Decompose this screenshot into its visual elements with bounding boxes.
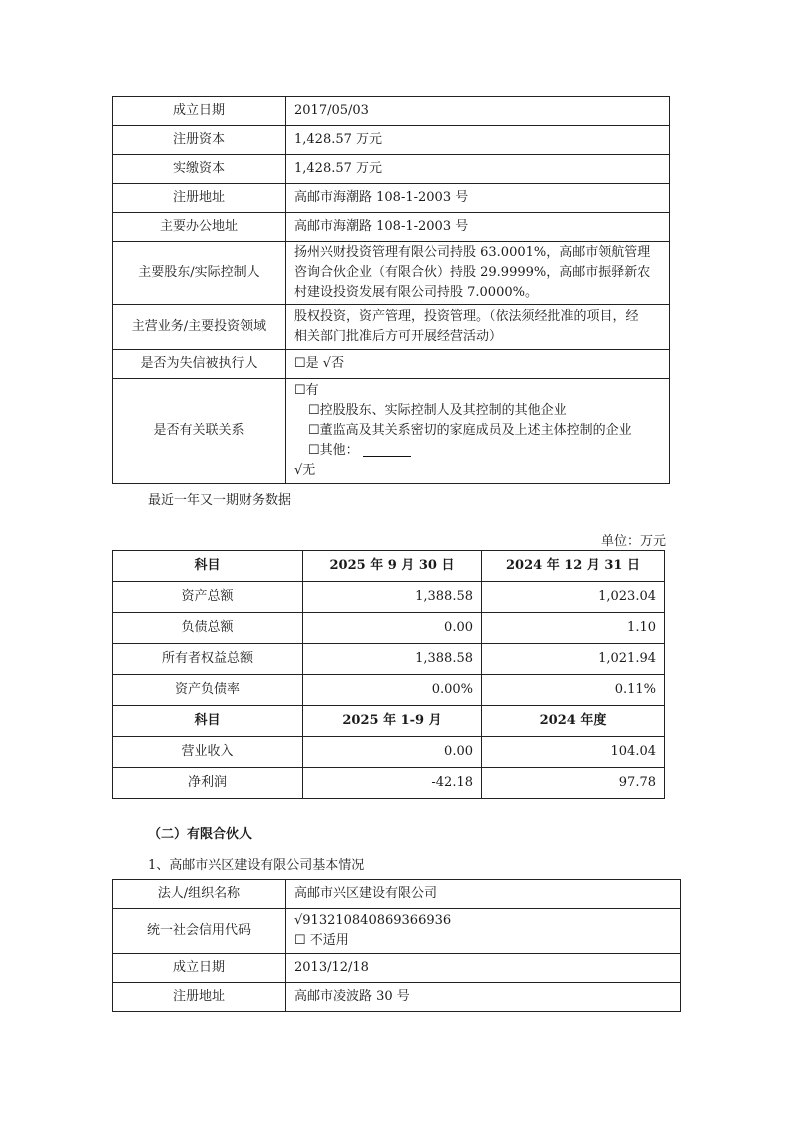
column-header: 2024 年 12 月 31 日 (482, 551, 665, 582)
org-name: 高邮市兴区建设有限公司 (286, 880, 681, 909)
credit-code-option[interactable]: √913210840869366936 (294, 913, 452, 928)
table-row (113, 737, 665, 768)
table-row (113, 379, 670, 484)
not-applicable-option[interactable]: ☐ 不适用 (294, 933, 349, 948)
row-label: 营业收入 (113, 737, 303, 768)
cell-value: 1,021.94 (482, 644, 665, 675)
table-header-row (113, 551, 665, 582)
row-label: 主要办公地址 (113, 213, 286, 242)
cell-value: 1,388.58 (303, 644, 482, 675)
section-heading: （二）有限合伙人 (148, 827, 253, 842)
table-row (113, 644, 665, 675)
table-row (113, 213, 670, 242)
text-line: 相关部门批准后方可开展经营活动） (294, 329, 503, 344)
shareholders-value (286, 242, 670, 305)
dishonest-checkbox-group[interactable]: ☐是 √否 (286, 350, 670, 379)
table-row (113, 350, 670, 379)
table-row (113, 305, 670, 350)
related-option-controlling[interactable]: ☐控股股东、实际控制人及其控制的其他企业 (308, 403, 567, 418)
cell-value: 104.04 (482, 737, 665, 768)
row-label: 主营业务/主要投资领域 (113, 305, 286, 350)
text-line: 股权投资，资产管理，投资管理。（依法须经批准的项目，经 (294, 309, 639, 324)
cell-value: 0.00 (303, 613, 482, 644)
registered-address: 高邮市凌波路 30 号 (286, 983, 681, 1012)
text-line: 扬州兴财投资管理有限公司持股 63.0001%，高邮市领航管理 (294, 245, 651, 260)
row-label: 注册资本 (113, 126, 286, 155)
table-row (113, 97, 670, 126)
founded-date: 2013/12/18 (286, 954, 681, 983)
column-header: 2025 年 1-9 月 (303, 706, 482, 737)
table-row (113, 768, 665, 799)
row-label: 实缴资本 (113, 155, 286, 184)
registered-address: 高邮市海潮路 108-1-2003 号 (286, 184, 670, 213)
cell-value: -42.18 (303, 768, 482, 799)
row-label: 成立日期 (113, 954, 286, 983)
row-label: 注册地址 (113, 184, 286, 213)
blank-underline (363, 444, 411, 457)
related-option-none[interactable]: √无 (294, 463, 316, 478)
cell-value: 1.10 (482, 613, 665, 644)
text-line: 咨询合伙企业（有限合伙）持股 29.9999%，高邮市振驿新农 (294, 265, 651, 280)
row-label: 主要股东/实际控制人 (113, 242, 286, 305)
cell-value: 0.00 (303, 737, 482, 768)
table-row (113, 582, 665, 613)
registered-capital: 1,428.57 万元 (286, 126, 670, 155)
business-value (286, 305, 670, 350)
related-option-other-label: ☐其他： (308, 443, 359, 458)
row-label: 负债总额 (113, 613, 303, 644)
related-party-options (286, 379, 670, 484)
financial-table (112, 550, 665, 799)
general-partner-info-table (112, 96, 670, 484)
cell-value: 0.11% (482, 675, 665, 706)
unit-label: 单位：万元 (600, 534, 666, 549)
column-header: 科目 (113, 706, 303, 737)
limited-partner-info-table (112, 879, 681, 1012)
row-label: 资产负债率 (113, 675, 303, 706)
table-row (113, 126, 670, 155)
row-label: 是否为失信被执行人 (113, 350, 286, 379)
table-row (113, 880, 681, 909)
related-option-yes[interactable]: ☐有 (294, 383, 319, 398)
table-row (113, 954, 681, 983)
column-header: 科目 (113, 551, 303, 582)
row-label: 统一社会信用代码 (113, 909, 286, 954)
column-header: 2025 年 9 月 30 日 (303, 551, 482, 582)
row-label: 所有者权益总额 (113, 644, 303, 675)
row-label: 资产总额 (113, 582, 303, 613)
related-option-directors[interactable]: ☐董监高及其关系密切的家庭成员及上述主体控制的企业 (308, 423, 632, 438)
row-label: 净利润 (113, 768, 303, 799)
cell-value: 0.00% (303, 675, 482, 706)
related-option-other[interactable] (294, 441, 661, 461)
row-label: 成立日期 (113, 97, 286, 126)
column-header: 2024 年度 (482, 706, 665, 737)
credit-code-value (286, 909, 681, 954)
table-row (113, 983, 681, 1012)
row-label: 是否有关联关系 (113, 379, 286, 484)
table-header-row (113, 706, 665, 737)
founded-date: 2017/05/03 (286, 97, 670, 126)
table-row (113, 184, 670, 213)
subsection-heading: 1、高邮市兴区建设有限公司基本情况 (148, 858, 365, 873)
office-address: 高邮市海潮路 108-1-2003 号 (286, 213, 670, 242)
table-row (113, 909, 681, 954)
cell-value: 97.78 (482, 768, 665, 799)
row-label: 注册地址 (113, 983, 286, 1012)
financial-data-title: 最近一年又一期财务数据 (148, 493, 292, 508)
table-row (113, 613, 665, 644)
row-label: 法人/组织名称 (113, 880, 286, 909)
paid-in-capital: 1,428.57 万元 (286, 155, 670, 184)
table-row (113, 155, 670, 184)
table-row (113, 242, 670, 305)
table-row (113, 675, 665, 706)
cell-value: 1,023.04 (482, 582, 665, 613)
text-line: 村建设投资发展有限公司持股 7.0000%。 (294, 285, 538, 300)
cell-value: 1,388.58 (303, 582, 482, 613)
